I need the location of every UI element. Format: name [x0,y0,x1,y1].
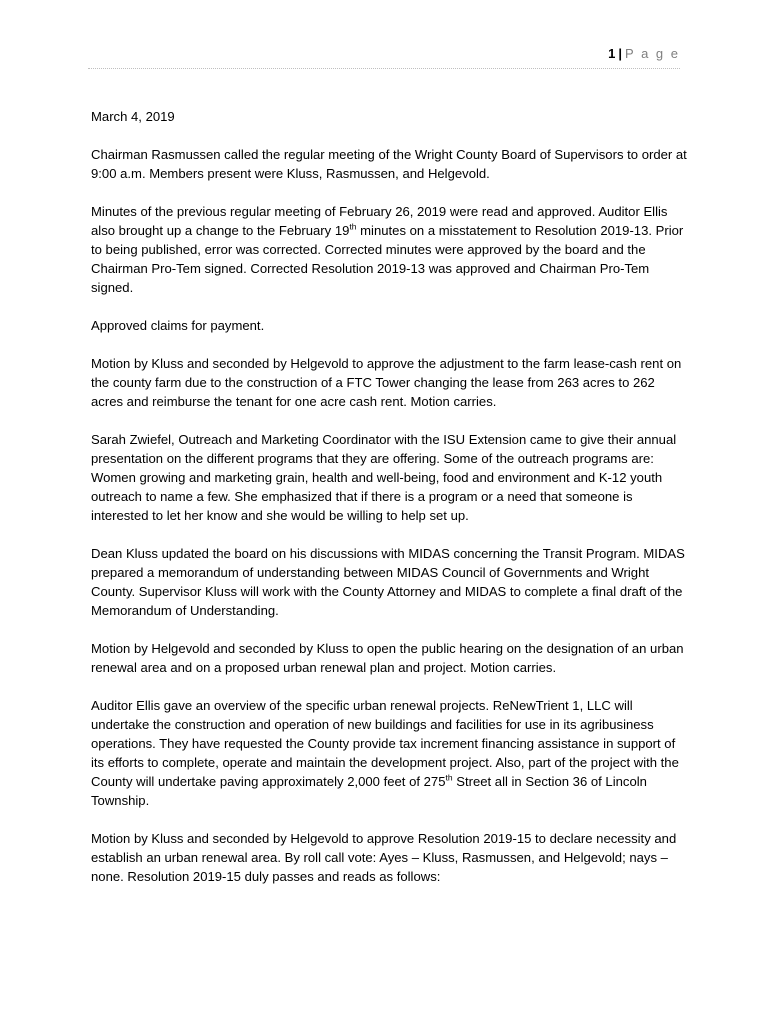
page-number: 1 [608,46,616,61]
paragraph-transit: Dean Kluss updated the board on his discussions with MIDAS concerning the Transit Program. MIDAS prepared a memorandum of understanding between MIDAS Council of Governments and Wright County. Supervisor Kluss will work with the County Attorney and MIDAS to complete a final draft of the Memorandum of Understanding. [91,546,685,618]
urban-renewal-superscript: th [445,772,453,783]
document-body [91,107,687,905]
paragraph-minutes [91,202,687,297]
paragraph-claims: Approved claims for payment. [91,318,265,333]
urban-renewal-text-b: Street all in Section 36 of Lincoln Township. [91,774,647,808]
minutes-text-a: Minutes of the previous regular meeting of February 26, 2019 were read and approved. Auditor Ellis also brought up a change to the February 19 [91,204,668,238]
paragraph-farm-lease: Motion by Kluss and seconded by Helgevold to approve the adjustment to the farm lease-cash rent on the county farm due to the construction of a FTC Tower changing the lease from 263 acres to 262 acres and reimburse the tenant for one acre cash rent. Motion carries. [91,356,682,409]
page-label: P a g e [625,46,680,61]
paragraph-isu-extension: Sarah Zwiefel, Outreach and Marketing Coordinator with the ISU Extension came to give their annual presentation on the different programs that they are offering. Some of the outreach programs are: Women growing and marketing grain, health and well-being, food and environment and K-12 youth outreach to name a few. She emphasized that if there is a program or a need that someone is interested to let her know and she would be willing to help set up. [91,432,677,523]
paragraph-public-hearing: Motion by Helgevold and seconded by Kluss to open the public hearing on the designation of an urban renewal area and on a proposed urban renewal plan and project. Motion carries. [91,641,684,675]
minutes-superscript: th [349,221,357,232]
paragraph-urban-renewal [91,696,687,810]
paragraph-resolution: Motion by Kluss and seconded by Helgevold to approve Resolution 2019-15 to declare necessity and establish an urban renewal area. By roll call vote: Ayes – Kluss, Rasmussen, and Helgevold; nays – none. Resolution 2019-15 duly passes and reads as follows: [91,831,677,884]
paragraph-call-to-order: Chairman Rasmussen called the regular meeting of the Wright County Board of Supervisors to order at 9:00 a.m. Members present were Kluss, Rasmussen, and Helgevold. [91,147,687,181]
meeting-date: March 4, 2019 [91,109,175,124]
page-header [88,46,680,69]
minutes-text-b: minutes on a misstatement to Resolution 2019-13. Prior to being published, error was corrected. Corrected minutes were approved by the board and the Chairman Pro-Tem signed. Corrected Resolution 2019-13 was approved and Chairman Pro-Tem signed. [91,223,684,295]
header-separator: | [618,46,623,61]
urban-renewal-text-a: Auditor Ellis gave an overview of the specific urban renewal projects. ReNewTrient 1, LLC will undertake the construction and operation of new buildings and facilities for use in its agribusiness operations. They have requested the County provide tax increment financing assistance in support of its efforts to complete, operate and maintain the development project. Also, part of the project with the County will undertake paving approximately 2,000 feet of 275 [91,698,679,789]
